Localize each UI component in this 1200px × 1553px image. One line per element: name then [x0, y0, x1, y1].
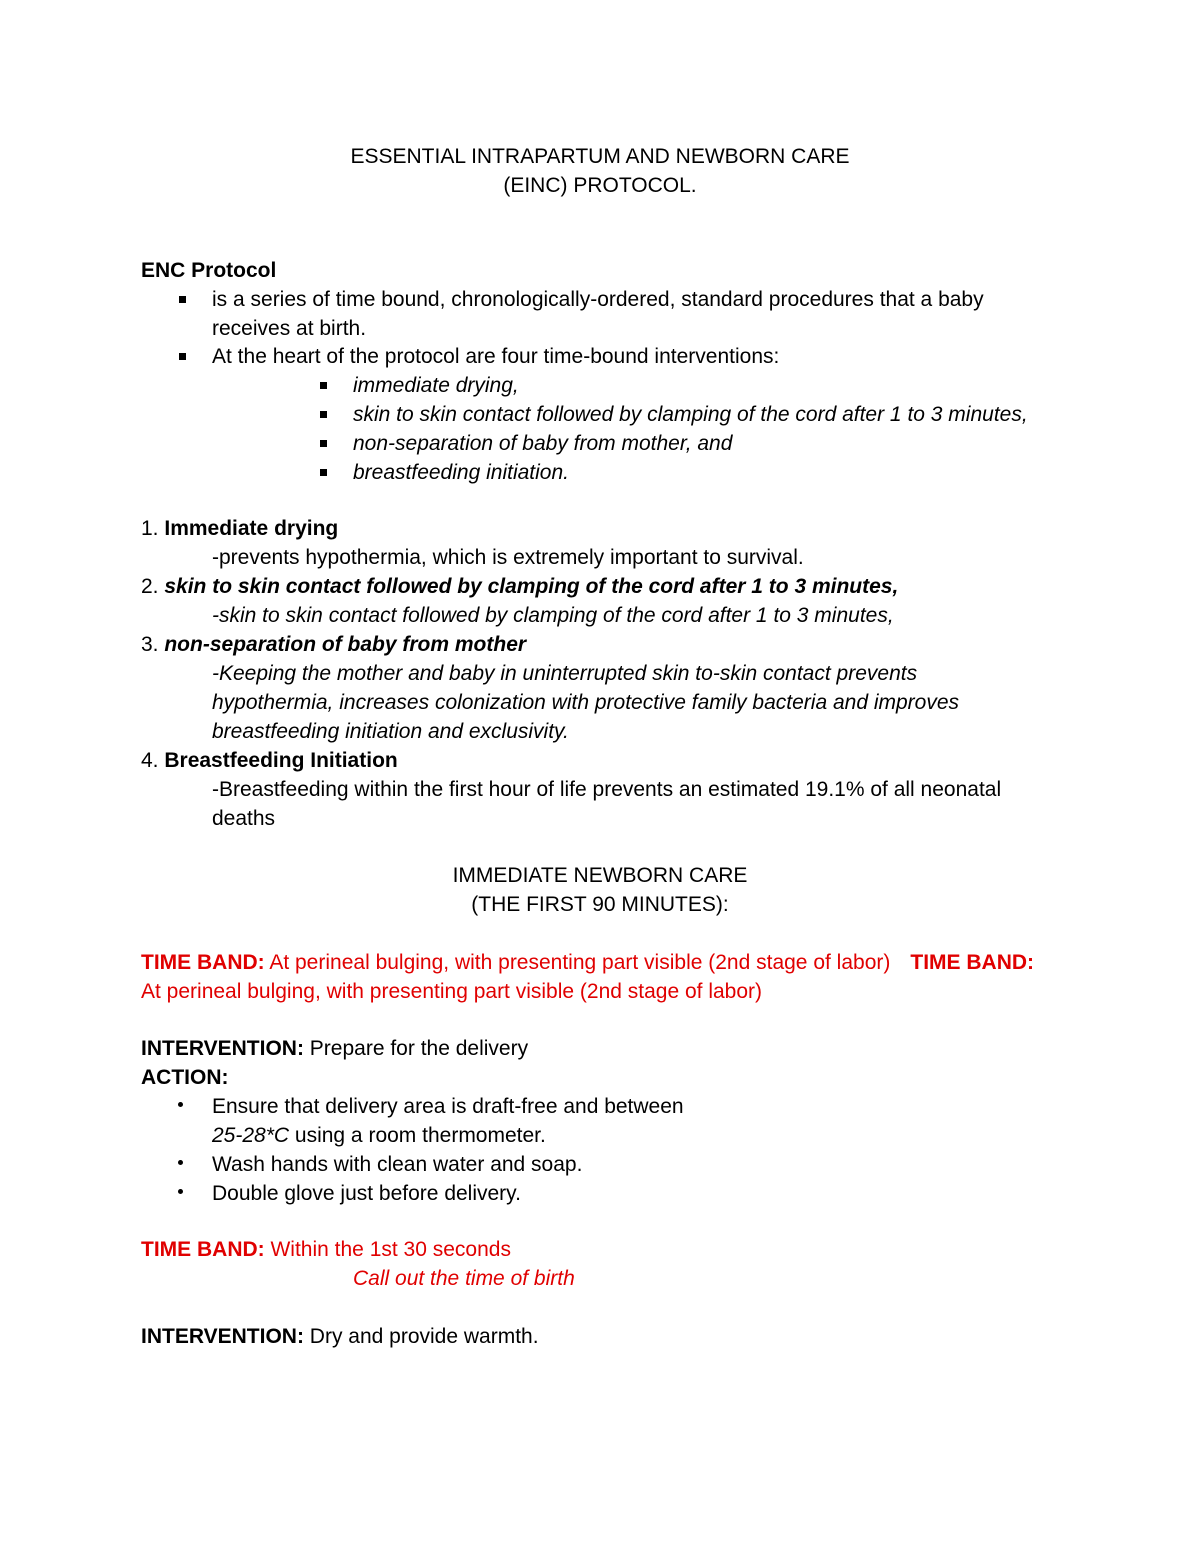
item-2-heading [141, 573, 898, 601]
item-1-title: Immediate drying [164, 517, 339, 540]
intervention-2-label: INTERVENTION: [141, 1325, 304, 1348]
item-3-description-line-2: hypothermia, increases colonization with protective family bacteria and improves [212, 691, 960, 714]
intervention-item-2: skin to skin contact followed by clamping of the cord after 1 to 3 minutes, [353, 403, 1028, 426]
time-band-label-repeat: TIME BAND: [910, 951, 1035, 974]
item-4-heading [141, 747, 398, 775]
square-bullet-icon [320, 469, 327, 476]
intervention-label: INTERVENTION: [141, 1037, 304, 1060]
intervention-2-text: Dry and provide warmth. [303, 1325, 539, 1348]
item-4-description-line-1: -Breastfeeding within the first hour of life prevents an estimated 19.1% of all neonatal [212, 778, 1002, 801]
item-3-number: 3. [141, 633, 159, 656]
square-bullet-icon [320, 411, 327, 418]
item-1-description: -prevents hypothermia, which is extremely important to survival. [212, 546, 804, 569]
section-heading-line-2: (THE FIRST 90 MINUTES): [471, 893, 729, 916]
time-band-2 [141, 1236, 511, 1264]
item-3-heading [141, 631, 526, 659]
time-band-1-line-2: At perineal bulging, with presenting part visible (2nd stage of labor) [141, 980, 763, 1003]
item-1-heading [141, 515, 338, 543]
action-3: Double glove just before delivery. [212, 1182, 521, 1205]
enc-protocol-heading: ENC Protocol [141, 259, 277, 282]
round-bullet-icon [178, 1160, 183, 1165]
time-band-2-label: TIME BAND: [141, 1238, 265, 1261]
intervention-1-text: Prepare for the delivery [303, 1037, 529, 1060]
round-bullet-icon [178, 1102, 183, 1107]
action-1-line-2 [212, 1122, 546, 1150]
item-2-title: skin to skin contact followed by clamping of the cord after 1 to 3 minutes, [164, 575, 899, 598]
square-bullet-icon [320, 382, 327, 389]
document-title-line-1: ESSENTIAL INTRAPARTUM AND NEWBORN CARE [350, 145, 850, 168]
intervention-1 [141, 1035, 528, 1063]
square-bullet-icon [320, 440, 327, 447]
time-band-1-line-1 [141, 949, 1034, 977]
time-band-2-text: Within the 1st 30 seconds [264, 1238, 511, 1261]
intervention-2 [141, 1323, 539, 1351]
time-band-2-subtext: Call out the time of birth [353, 1267, 575, 1290]
action-2: Wash hands with clean water and soap. [212, 1153, 583, 1176]
item-2-description: -skin to skin contact followed by clamping of the cord after 1 to 3 minutes, [212, 604, 894, 627]
item-3-description-line-1: -Keeping the mother and baby in uninterrupted skin to-skin contact prevents [212, 662, 918, 685]
action-1-rest: using a room thermometer. [289, 1124, 546, 1147]
round-bullet-icon [178, 1189, 183, 1194]
item-2-number: 2. [141, 575, 159, 598]
section-heading-line-1: IMMEDIATE NEWBORN CARE [452, 864, 748, 887]
square-bullet-icon [179, 296, 186, 303]
action-label: ACTION: [141, 1066, 229, 1089]
document-title-line-2: (EINC) PROTOCOL. [503, 174, 697, 197]
action-1-line-1: Ensure that delivery area is draft-free and between [212, 1095, 684, 1118]
enc-bullet-1-line-2: receives at birth. [212, 317, 367, 340]
item-3-description-line-3: breastfeeding initiation and exclusivity. [212, 720, 569, 743]
intervention-item-1: immediate drying, [353, 374, 519, 397]
item-4-description-line-2: deaths [212, 807, 276, 830]
enc-bullet-1-line-1: is a series of time bound, chronologically-ordered, standard procedures that a baby [212, 288, 984, 311]
temperature-range: 25-28*C [212, 1124, 290, 1147]
intervention-item-3: non-separation of baby from mother, and [353, 432, 733, 455]
item-1-number: 1. [141, 517, 159, 540]
time-band-1-text: At perineal bulging, with presenting part visible (2nd stage of labor) [264, 951, 891, 974]
square-bullet-icon [179, 353, 186, 360]
item-4-number: 4. [141, 749, 159, 772]
item-4-title: Breastfeeding Initiation [164, 749, 398, 772]
enc-bullet-2: At the heart of the protocol are four time-bound interventions: [212, 345, 780, 368]
item-3-title: non-separation of baby from mother [164, 633, 527, 656]
time-band-label: TIME BAND: [141, 951, 265, 974]
intervention-item-4: breastfeeding initiation. [353, 461, 569, 484]
